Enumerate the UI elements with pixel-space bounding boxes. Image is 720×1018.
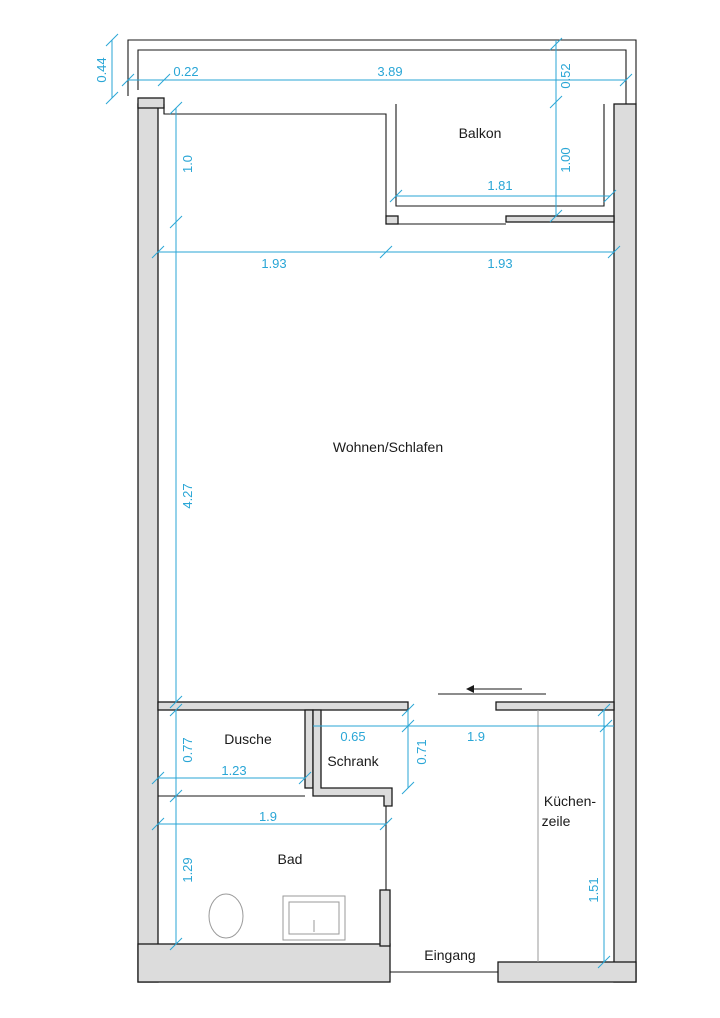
- dim-kitchen-length: 1.51: [586, 877, 601, 903]
- room-label-kitchen-1: Küchen-: [543, 793, 597, 809]
- sink-icon: [283, 896, 345, 940]
- dim-living-width-left: 1.93: [261, 256, 287, 271]
- bottom-wall-left: [138, 944, 390, 982]
- dimension-labels: [94, 57, 601, 902]
- room-label-entrance: Eingang: [424, 947, 476, 963]
- dim-balcony-width: 3.89: [377, 64, 403, 79]
- divider-wall-right: [496, 702, 614, 710]
- dim-living-length: 4.27: [180, 483, 195, 509]
- top-wall-left: [138, 98, 164, 108]
- toilet-icon: [209, 894, 243, 938]
- bottom-wall-right: [498, 962, 636, 982]
- room-label-balcony: Balkon: [458, 125, 502, 141]
- dim-corridor-width: 1.9: [466, 729, 486, 744]
- room-label-living: Wohnen/Schlafen: [332, 439, 444, 455]
- dim-balcony-right: 0.52: [558, 63, 573, 89]
- divider-wall-left: [158, 702, 408, 710]
- room-label-bath: Bad: [277, 851, 303, 867]
- dim-closet-width: 0.65: [340, 729, 366, 744]
- dim-balcony-inner-width: 1.81: [487, 178, 513, 193]
- dim-balcony-inner-depth: 1.00: [558, 147, 573, 173]
- dim-balcony-depth: 0.44: [94, 57, 109, 83]
- fixtures: [209, 894, 345, 940]
- dim-bath-width: 1.9: [258, 809, 278, 824]
- dim-bath-height: 1.29: [180, 857, 195, 883]
- balcony-edge-right: [506, 216, 614, 222]
- dim-balcony-offset: 0.22: [173, 64, 199, 79]
- left-wall: [138, 104, 158, 982]
- room-label-shower: Dusche: [224, 731, 272, 747]
- dim-shower-width: 1.23: [221, 763, 247, 778]
- room-labels: [224, 125, 596, 963]
- dim-shower-height: 0.77: [180, 737, 195, 763]
- balcony-corner: [386, 216, 398, 224]
- thin-lines: [128, 40, 636, 972]
- room-label-kitchen-2: zeile: [541, 813, 571, 829]
- dim-living-top: 1.0: [180, 154, 195, 174]
- walls: [138, 98, 636, 982]
- room-label-closet: Schrank: [327, 753, 379, 769]
- dim-closet-depth: 0.71: [414, 739, 429, 765]
- dim-living-width-right: 1.93: [487, 256, 513, 271]
- bath-door-jamb: [380, 890, 390, 946]
- right-wall: [614, 104, 636, 982]
